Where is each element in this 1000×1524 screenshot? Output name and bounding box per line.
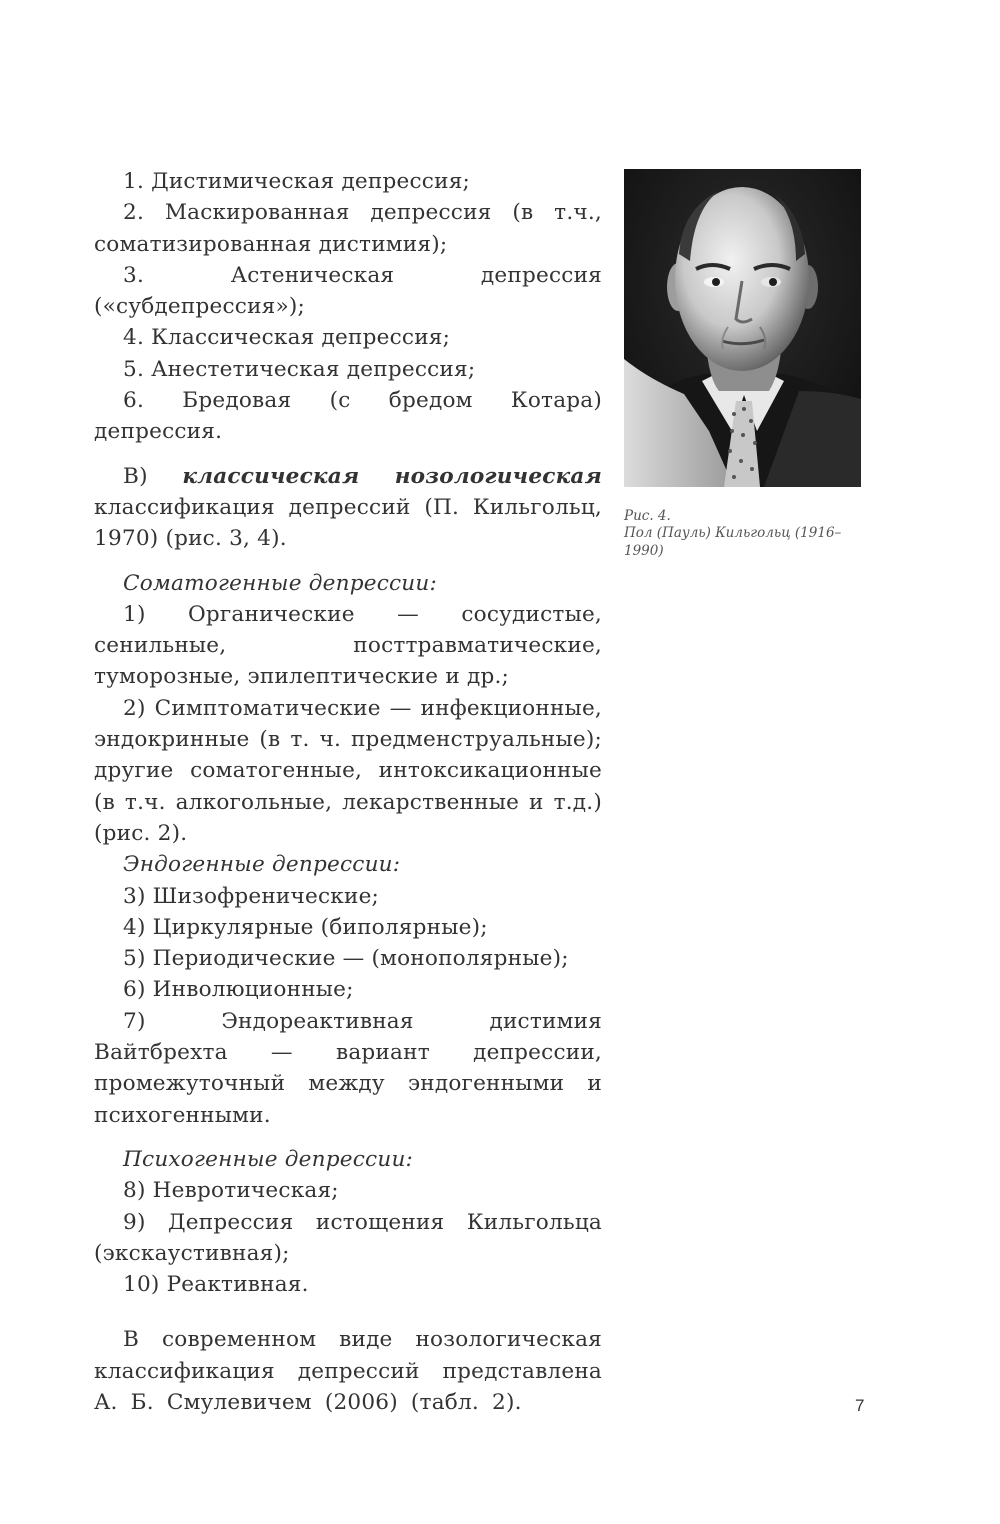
somatogenic-heading: Соматогенные депрессии: xyxy=(123,570,437,596)
classification-rest: классификация депрессий (П. Кильгольц, 1970) (рис. 3, 4). xyxy=(94,494,602,552)
figure-label: Рис. 4. xyxy=(624,508,671,524)
list-item: 2) Симптоматические — инфекционные, эндокринные (в т. ч. предменструальные); другие соматогенные, интоксикационные (в т.ч. алкогольные, лекарственные и т.д.) (рис. 2). xyxy=(94,695,602,846)
portrait-photo xyxy=(624,169,861,487)
list-item: 7) Эндореактивная дистимия Вайтбрехта — вариант депрессии, промежуточный между эндогенными и психогенными. xyxy=(94,1008,602,1128)
psychogenic-heading: Психогенные депрессии: xyxy=(123,1146,414,1172)
classification-emphasis: классическая нозологическая xyxy=(182,463,602,489)
list-item: 5. Анестетическая депрессия; xyxy=(123,356,476,382)
list-item: 5) Периодические — (монополярные); xyxy=(123,946,569,972)
portrait-illustration xyxy=(624,169,861,487)
endogenous-heading: Эндогенные депрессии: xyxy=(123,852,401,878)
list-item: 3. Астеническая депрессия («субдепрессия»); xyxy=(94,262,602,320)
list-item: 1. Дистимическая депрессия; xyxy=(123,169,470,194)
list-item: 2. Маскированная депрессия (в т.ч., соматизированная дистимия); xyxy=(94,200,602,257)
page-number: 7 xyxy=(855,1396,865,1415)
list-item: 6) Инволюционные; xyxy=(123,977,354,1003)
figure-caption xyxy=(624,508,874,560)
classification-intro xyxy=(94,461,602,555)
list-item: 4) Циркулярные (биполярные); xyxy=(123,914,488,940)
list-item: 10) Реактивная. xyxy=(123,1272,309,1298)
list-item: 4. Классическая депрессия; xyxy=(123,325,451,351)
figure-caption-text: Пол (Пауль) Кильгольц (1916–1990) xyxy=(624,525,842,559)
list-item: 9) Депрессия истощения Кильгольца (экскаустивная); xyxy=(94,1209,602,1266)
main-text-column xyxy=(94,166,602,1418)
list-item: 1) Органические — сосудистые, сенильные, посттравматические, туморозные, эпилептические и др.; xyxy=(94,601,602,690)
classification-prefix: В) xyxy=(123,463,183,489)
list-item: 8) Невротическая; xyxy=(123,1178,339,1204)
closing-paragraph: В современном виде нозологическая классификация депрессий представлена А. Б. Смулевичем (2006) (табл. 2). xyxy=(94,1327,602,1415)
list-item: 3) Шизофренические; xyxy=(123,883,380,909)
list-item: 6. Бредовая (с бредом Котара) депрессия. xyxy=(94,388,602,445)
